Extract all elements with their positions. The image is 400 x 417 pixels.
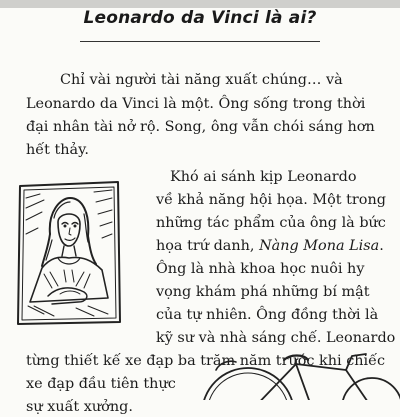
paragraph-2-line-6: vọng khám phá những bí mật [156, 284, 370, 300]
paragraph-2-line-4 [156, 236, 384, 256]
page-title: Leonardo da Vinci là ai? [83, 8, 317, 28]
paragraph-2-line-11: sự xuất xưởng. [26, 399, 133, 415]
paragraph-1-line-2: Leonardo da Vinci là một. Ông sống trong thời [26, 96, 366, 112]
page-top-band [0, 0, 400, 8]
paragraph-2-line-3: những tác phẩm của ông là bức [156, 215, 386, 231]
paragraph-1-line-1: Chỉ vài người tài năng xuất chúng… và [60, 72, 343, 88]
mona-lisa-title: Nàng Mona Lisa [259, 238, 380, 254]
paragraph-1-line-3: đại nhân tài nở rộ. Song, ông vẫn chói sáng hơn [26, 119, 375, 135]
bicycle-sketch-icon [196, 348, 400, 400]
paragraph-2-line-1: Khó ai sánh kịp Leonardo [170, 169, 357, 185]
paragraph-2-line-7: của tự nhiên. Ông đồng thời là [156, 307, 379, 323]
paragraph-2-line-8: kỹ sư và nhà sáng chế. Leonardo [156, 330, 396, 346]
paragraph-2-line-9: từng thiết kế xe đạp ba trăm năm trước khi chiếc [26, 353, 386, 369]
paragraph-1-line-4: hết thảy. [26, 142, 89, 158]
title-underline [80, 41, 320, 42]
paragraph-2-line-10: xe đạp đầu tiên thực [26, 376, 176, 392]
paragraph-2-line-4-period: . [379, 238, 384, 254]
mona-lisa-sketch-icon [14, 178, 124, 328]
paragraph-2-line-2: về khả năng hội họa. Một trong [156, 192, 386, 208]
paragraph-2-line-5: Ông là nhà khoa học nuôi hy [156, 261, 365, 277]
paragraph-2-line-4-text: họa trứ danh, [156, 238, 260, 254]
